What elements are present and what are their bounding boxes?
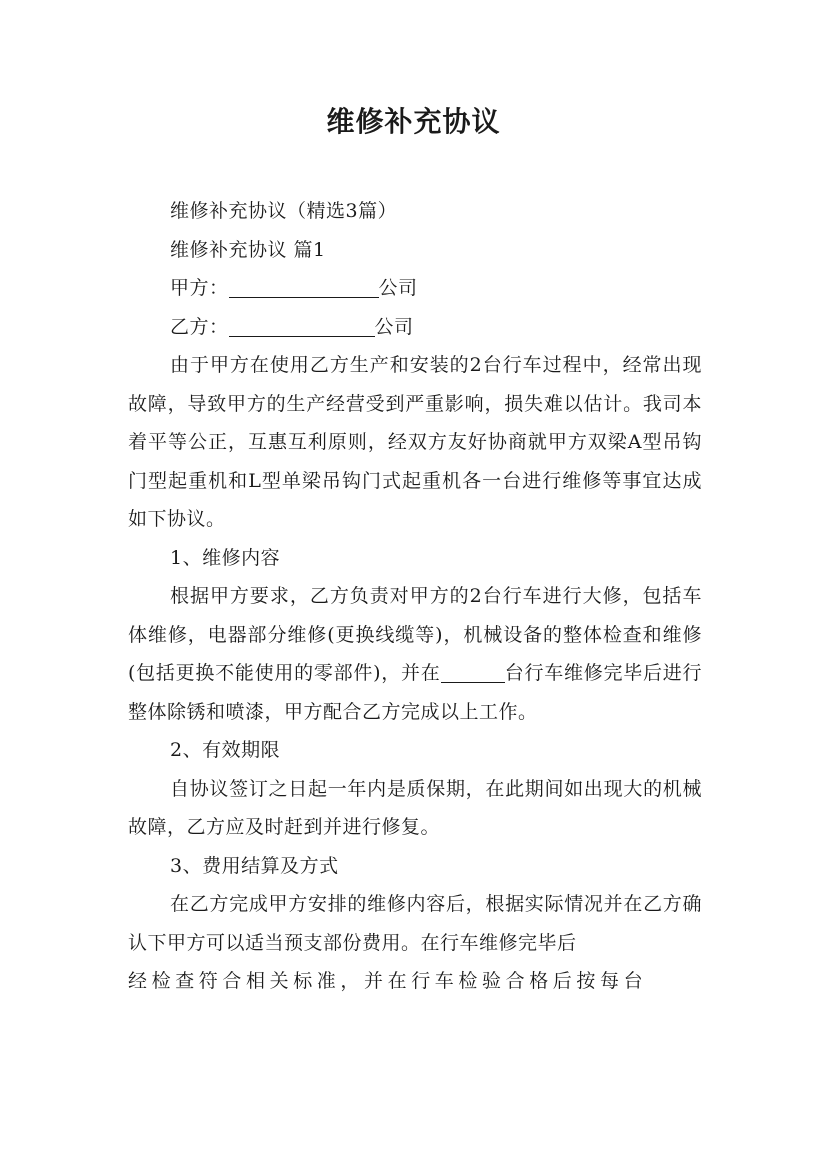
- section-2-paragraph: 自协议签订之日起一年内是质保期，在此期间如出现大的机械故障，乙方应及时赶到并进行修复。: [128, 777, 702, 838]
- party-b-suffix: 公司: [374, 315, 414, 338]
- party-b-blank: [229, 314, 375, 337]
- party-a-suffix: 公司: [378, 277, 418, 299]
- section-3-paragraph: 在乙方完成甲方安排的维修内容后，根据实际情况并在乙方确认下甲方可以适当预支部份费用。在行车维修完毕后: [128, 893, 702, 954]
- party-a-line: [128, 269, 702, 308]
- party-a-blank: [229, 275, 379, 298]
- section-1-text-a: 根据甲方要求，乙方负责对甲方的2台行车进行大修，包括车体维修，电器部分维修(更换线缆等)，机械设备的整体检查和维修(包括更换不能使用的零部件)，并在: [128, 585, 702, 684]
- section-1-blank: [441, 660, 505, 683]
- section-3-heading: 3、费用结算及方式: [170, 854, 339, 877]
- article-heading: 维修补充协议 篇1: [170, 238, 326, 261]
- section-3-last-line: 经检查符合相关标准，并在行车检验合格后按每台: [128, 970, 648, 992]
- document-title: 维修补充协议: [326, 105, 501, 138]
- party-b-line: [128, 308, 702, 347]
- party-a-label: 甲方：: [170, 277, 229, 299]
- section-2-heading: 2、有效期限: [170, 739, 281, 761]
- intro-paragraph: 由于甲方在使用乙方生产和安装的2台行车过程中，经常出现故障，导致甲方的生产经营受到严重影响，损失难以估计。我司本着平等公正，互惠互利原则，经双方友好协商就甲方双梁A型吊钩门型起重机和L型单梁吊钩门式起重机各一台进行维修等事宜达成如下协议。: [128, 354, 702, 530]
- section-1-paragraph: [128, 577, 702, 731]
- section-1-heading: 1、维修内容: [170, 546, 281, 569]
- party-b-label: 乙方：: [170, 315, 229, 338]
- document-subtitle: 维修补充协议（精选3篇）: [170, 200, 398, 222]
- document-body: [128, 192, 702, 1001]
- section-1-text-b: 台行车维修完毕后进行整体除锈和喷漆，甲方配合乙方完成以上工作。: [128, 662, 702, 723]
